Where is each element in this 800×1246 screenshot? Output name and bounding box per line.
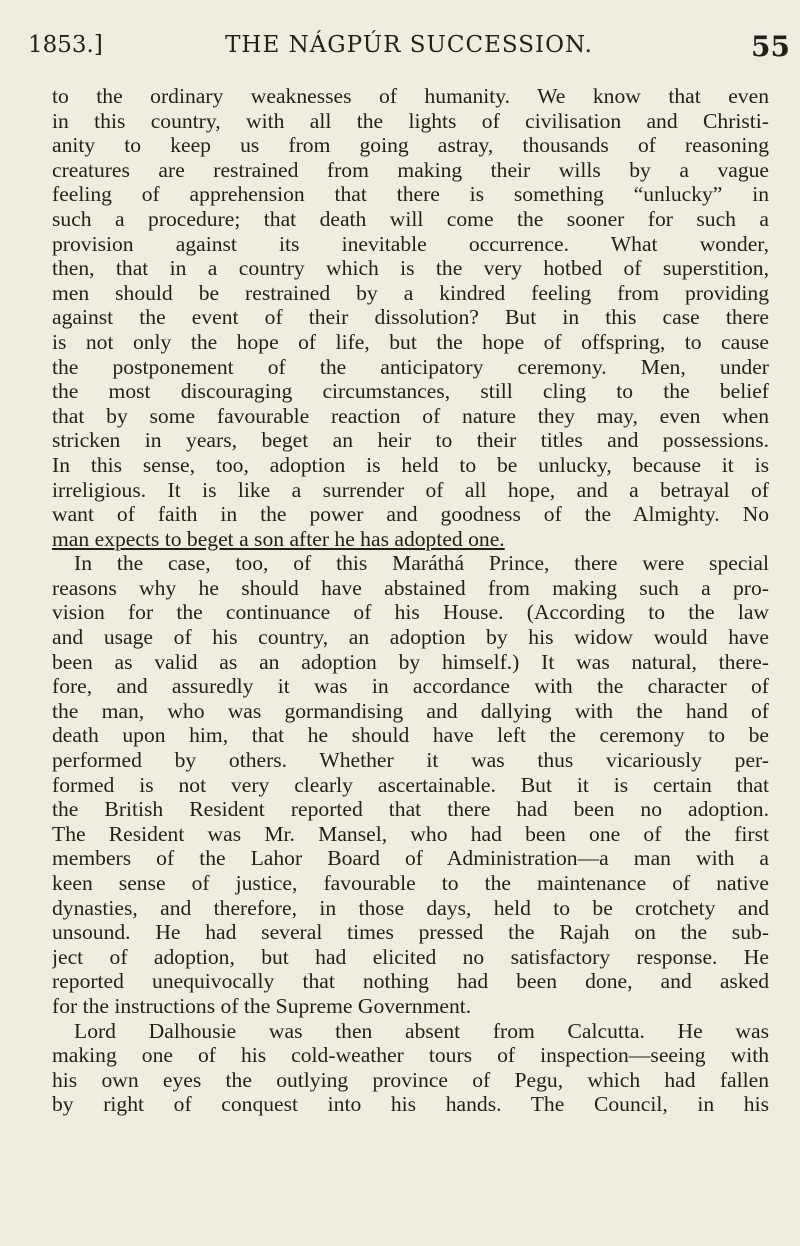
text-line: by right of conquest into his hands. The Council, in his bbox=[52, 1092, 769, 1117]
text-line: formed is not very clearly ascertainable. But it is certain that bbox=[52, 772, 769, 797]
text-line: making one of his cold-weather tours of inspection—seeing with bbox=[52, 1043, 769, 1068]
text-line: his own eyes the outlying province of Pegu, which had fallen bbox=[52, 1067, 769, 1092]
text-line: creatures are restrained from making their wills by a vague bbox=[52, 157, 769, 182]
text-line: keen sense of justice, favourable to the maintenance of native bbox=[52, 871, 769, 895]
page-number: 55 bbox=[751, 30, 790, 63]
text-line: fore, and assuredly it was in accordance with the character of bbox=[52, 674, 769, 699]
text-line: such a procedure; that death will come the sooner for such a bbox=[52, 206, 769, 231]
text-line: want of faith in the power and goodness of the Almighty. No bbox=[52, 502, 769, 527]
text-line: reported unequivocally that nothing had been done, and asked bbox=[52, 969, 769, 994]
text-line: in this country, with all the lights of civilisation and Christi- bbox=[52, 108, 769, 133]
text-line: the most discouraging circumstances, still cling to the belief bbox=[52, 379, 769, 404]
header-year: 1853.] bbox=[28, 32, 103, 58]
text-line: unsound. He had several times pressed the Rajah on the sub- bbox=[52, 920, 769, 945]
text-line: and usage of his country, an adoption by his widow would have bbox=[52, 625, 769, 650]
text-line: death upon him, that he should have left the ceremony to be bbox=[52, 723, 769, 748]
text-line: Lord Dalhousie was then absent from Calcutta. He was bbox=[74, 1018, 769, 1043]
text-line: provision against its inevitable occurrence. What wonder, bbox=[52, 231, 769, 256]
text-line: against the event of their dissolution? But in this case there bbox=[52, 305, 769, 330]
text-line: the British Resident reported that there had been no adoption. bbox=[52, 797, 769, 822]
body-text bbox=[52, 84, 769, 1117]
text-line: performed by others. Whether it was thus vicariously per- bbox=[52, 748, 769, 773]
header-title: THE NÁGPÚR SUCCESSION. bbox=[225, 32, 593, 58]
text-line: man expects to beget a son after he has adopted one. bbox=[52, 526, 505, 551]
text-line: the postponement of the anticipatory ceremony. Men, under bbox=[52, 354, 769, 379]
text-line: men should be restrained by a kindred feeling from providing bbox=[52, 280, 769, 305]
text-line: to the ordinary weaknesses of humanity. We know that even bbox=[52, 84, 769, 108]
text-line: In the case, too, of this Maráthá Prince, there were special bbox=[74, 551, 769, 576]
text-line: anity to keep us from going astray, thousands of reasoning bbox=[52, 133, 769, 158]
text-line: reasons why he should have abstained from making such a pro- bbox=[52, 575, 769, 600]
text-line: the man, who was gormandising and dallying with the hand of bbox=[52, 698, 769, 723]
text-line: stricken in years, beget an heir to their titles and possessions. bbox=[52, 428, 769, 453]
text-line: that by some favourable reaction of nature they may, even when bbox=[52, 403, 769, 428]
text-line: ject of adoption, but had elicited no satisfactory response. He bbox=[52, 944, 769, 969]
text-line: is not only the hope of life, but the hope of offspring, to cause bbox=[52, 329, 769, 354]
text-line: irreligious. It is like a surrender of all hope, and a betrayal of bbox=[52, 477, 769, 502]
text-line: vision for the continuance of his House. (According to the law bbox=[52, 600, 769, 625]
text-line: then, that in a country which is the very hotbed of superstition, bbox=[52, 256, 769, 281]
running-header bbox=[28, 30, 790, 70]
text-line: members of the Lahor Board of Administration—a man with a bbox=[52, 846, 769, 871]
text-line: dynasties, and therefore, in those days, held to be crotchety and bbox=[52, 895, 769, 920]
text-line: been as valid as an adoption by himself.) It was natural, there- bbox=[52, 649, 769, 674]
text-line: The Resident was Mr. Mansel, who had been one of the first bbox=[52, 821, 769, 846]
text-line: feeling of apprehension that there is something “unlucky” in bbox=[52, 182, 769, 207]
text-line: In this sense, too, adoption is held to be unlucky, because it is bbox=[52, 452, 769, 477]
text-line: for the instructions of the Supreme Government. bbox=[52, 993, 472, 1018]
